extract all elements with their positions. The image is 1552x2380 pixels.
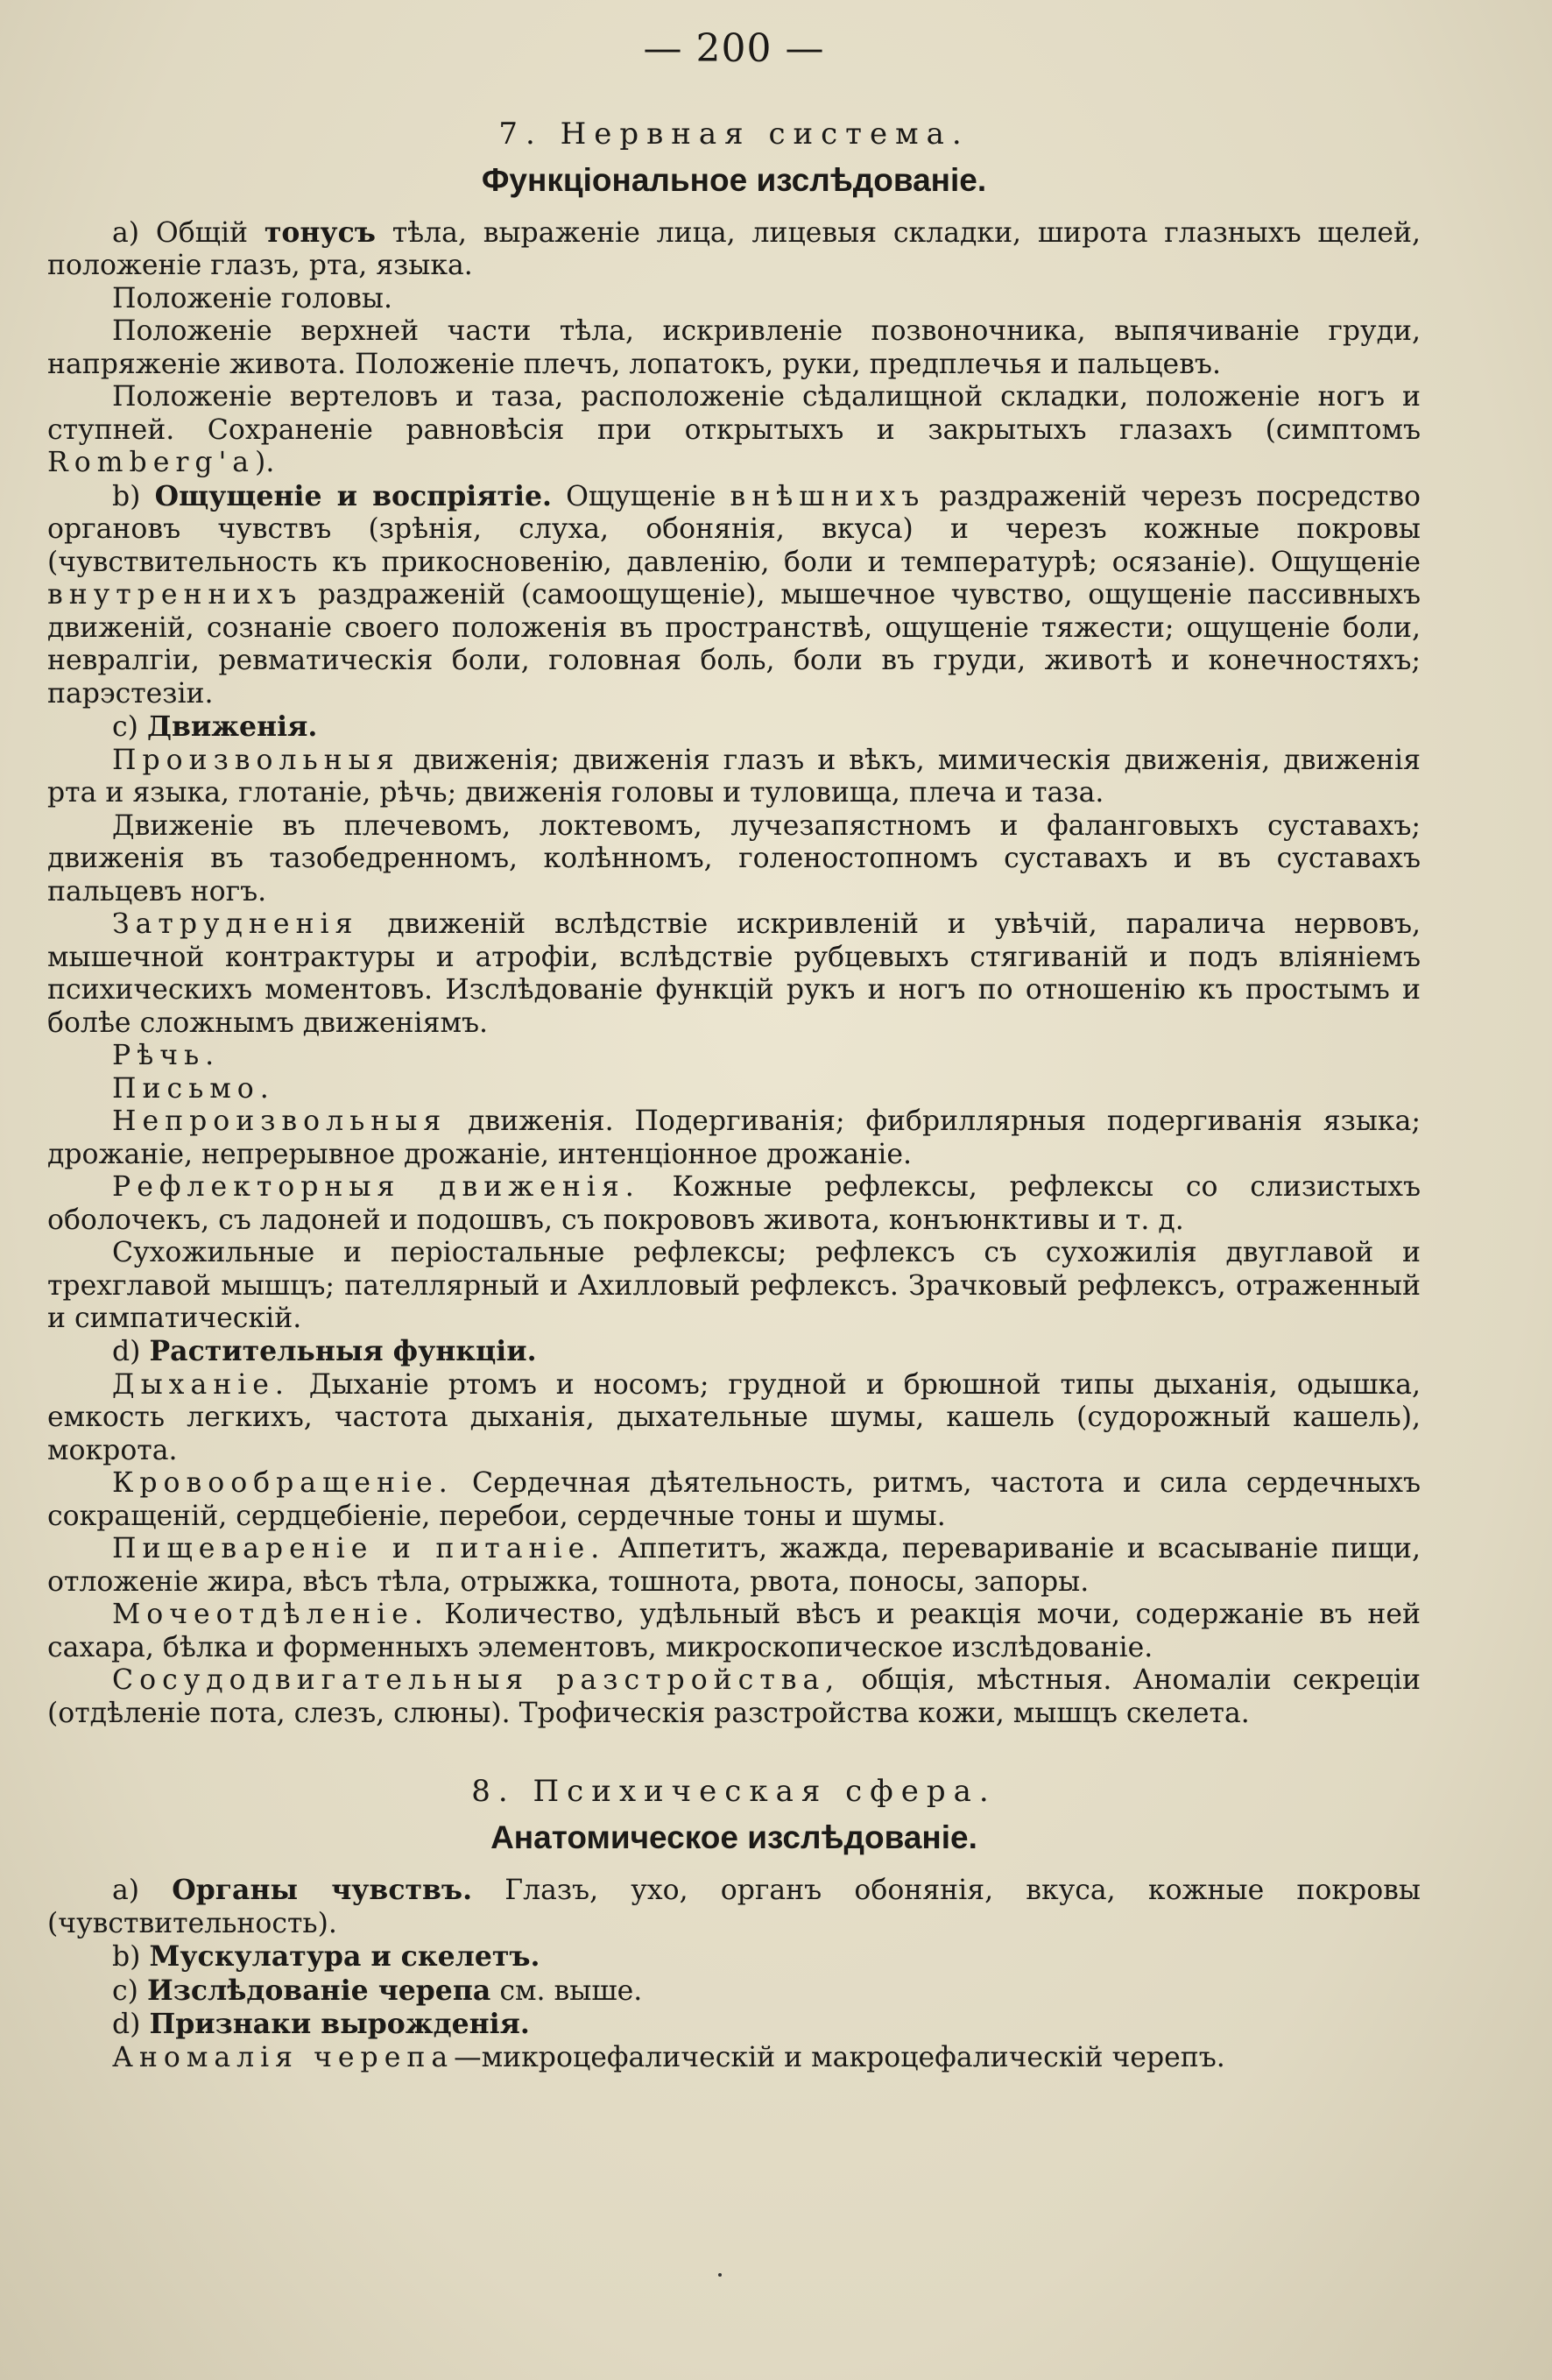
section-7-subtitle: Функціональное изслѣдованіе.: [481, 162, 987, 198]
paragraph-d-vegetative: d) Растительныя функціи.: [112, 1335, 537, 1368]
paragraph-writing: Письмо.: [112, 1072, 275, 1105]
ink-dot: [718, 2273, 722, 2277]
section-7-title: 7. Нервная система.: [498, 117, 970, 152]
paragraph-difficulties: Затрудненія движеній вслѣдствіе искривленій и увѣчій, паралича нервовъ, мышечной контрактуры и атрофіи, вслѣдствіе рубцевыхъ стягиваній и подъ вліяніемъ психическихъ моментовъ. Изслѣдованіе функцій рукъ и ногъ по отношенію къ простымъ и болѣе сложнымъ движеніямъ.: [47, 908, 1421, 1039]
section-8-title: 8. Психическая сфера.: [471, 1774, 997, 1810]
page-number: — 200 —: [643, 26, 825, 71]
paragraph-head: Положеніе головы.: [112, 282, 393, 314]
paragraph-a-tonus: а) Общій тонусъ тѣла, выраженіе лица, лицевыя складки, широта глазныхъ щелей, положеніе глазъ, рта, языка.: [47, 216, 1421, 282]
paragraph-8b-muscles: b) Мускулатура и скелетъ.: [112, 1940, 540, 1974]
paragraph-skull-anomaly: Аномалія черепа—микроцефалическій и макроцефалическій черепъ.: [112, 2041, 1225, 2073]
paragraph-8d-degeneration: d) Признаки вырожденія.: [112, 2008, 530, 2041]
paragraph-upper-body: Положеніе верхней части тѣла, искривленіе позвоночника, выпячиваніе груди, напряженіе живота. Положеніе плечъ, лопатокъ, руки, предплечья и пальцевъ.: [47, 315, 1421, 380]
paragraph-vasomotor: Сосудодвигательныя разстройства, общія, мѣстныя. Аномаліи секреціи (отдѣленіе пота, слезъ, слюны). Трофическія разстройства кожи, мышцъ скелета.: [47, 1664, 1421, 1729]
section-8-subtitle: Анатомическое изслѣдованіе.: [490, 1819, 977, 1856]
paragraph-c-movements: с) Движенія.: [112, 710, 318, 744]
paragraph-speech: Рѣчь.: [112, 1040, 221, 1072]
paragraph-b-sensation: b) Ощущеніе и воспріятіе. Ощущеніе внѣшнихъ раздраженій черезъ посредство органовъ чувствъ (зрѣнія, слуха, обонянія, вкуса) и черезъ кожные покровы (чувствительность къ прикосновенію, давленію, боли и температурѣ; осязаніе). Ощущеніе внутреннихъ раздраженій (самоощущеніе), мышечное чувство, ощущеніе пассивныхъ движеній, сознаніе своего положенія въ пространствѣ, ощущеніе тяжести; ощущеніе боли, невралгіи, ревматическія боли, головная боль, боли въ груди, животѣ и конечностяхъ; парэстезіи.: [47, 479, 1421, 710]
paragraph-8a-senses: а) Органы чувствъ. Глазъ, ухо, органъ обонянія, вкуса, кожные покровы (чувствительность).: [47, 1874, 1421, 1939]
paragraph-joints: Движеніе въ плечевомъ, локтевомъ, лучезапястномъ и фаланговыхъ суставахъ; движенія въ тазобедренномъ, колѣнномъ, голеностопномъ суставахъ и въ суставахъ пальцевъ ногъ.: [47, 809, 1421, 908]
paragraph-pelvis: Положеніе вертеловъ и таза, расположеніе сѣдалищной складки, положеніе ногъ и ступней. Сохраненіе равновѣсія при открытыхъ и закрытыхъ глазахъ (симптомъ Romberg'a).: [47, 381, 1421, 479]
paragraph-urination: Мочеотдѣленіе. Количество, удѣльный вѣсъ и реакція мочи, содержаніе въ ней сахара, бѣлка и форменныхъ элементовъ, микроскопическое изслѣдованіе.: [47, 1599, 1421, 1663]
paragraph-tendon-reflexes: Сухожильные и періостальные рефлексы; рефлексъ съ сухожилія двуглавой и трехглавой мышцъ; пателлярный и Ахилловый рефлексъ. Зрачковый рефлексъ, отраженный и симпатическій.: [47, 1237, 1421, 1334]
paragraph-reflex: Рефлекторныя движенія. Кожные рефлексы, рефлексы со слизистыхъ оболочекъ, съ ладоней и подошвъ, съ покрововъ живота, конъюнктивы и т. д.: [47, 1171, 1421, 1236]
paragraph-digestion: Пищевареніе и питаніе. Аппетитъ, жажда, перевариваніе и всасываніе пищи, отложеніе жира, вѣсъ тѣла, отрыжка, тошнота, рвота, поносы, запоры.: [47, 1533, 1421, 1598]
paragraph-involuntary: Непроизвольныя движенія. Подергиванія; фибриллярныя подергиванія языка; дрожаніе, непрерывное дрожаніе, интенціонное дрожаніе.: [47, 1105, 1421, 1170]
paragraph-voluntary: Произвольныя движенія; движенія глазъ и вѣкъ, мимическія движенія, движенія рта и языка, глотаніе, рѣчь; движенія головы и туловища, плеча и таза.: [47, 744, 1421, 809]
section-spacer: [47, 1730, 1421, 1774]
paragraph-breathing: Дыханіе. Дыханіе ртомъ и носомъ; грудной и брюшной типы дыханія, одышка, емкость легкихъ, частота дыханія, дыхательные шумы, кашель (судорожный кашель), мокрота.: [47, 1368, 1421, 1466]
paragraph-8c-skull: с) Изслѣдованіе черепа см. выше.: [112, 1974, 643, 2007]
paragraph-circulation: Кровообращеніе. Сердечная дѣятельность, ритмъ, частота и сила сердечныхъ сокращеній, сердцебіеніе, перебои, сердечные тоны и шумы.: [47, 1467, 1421, 1532]
